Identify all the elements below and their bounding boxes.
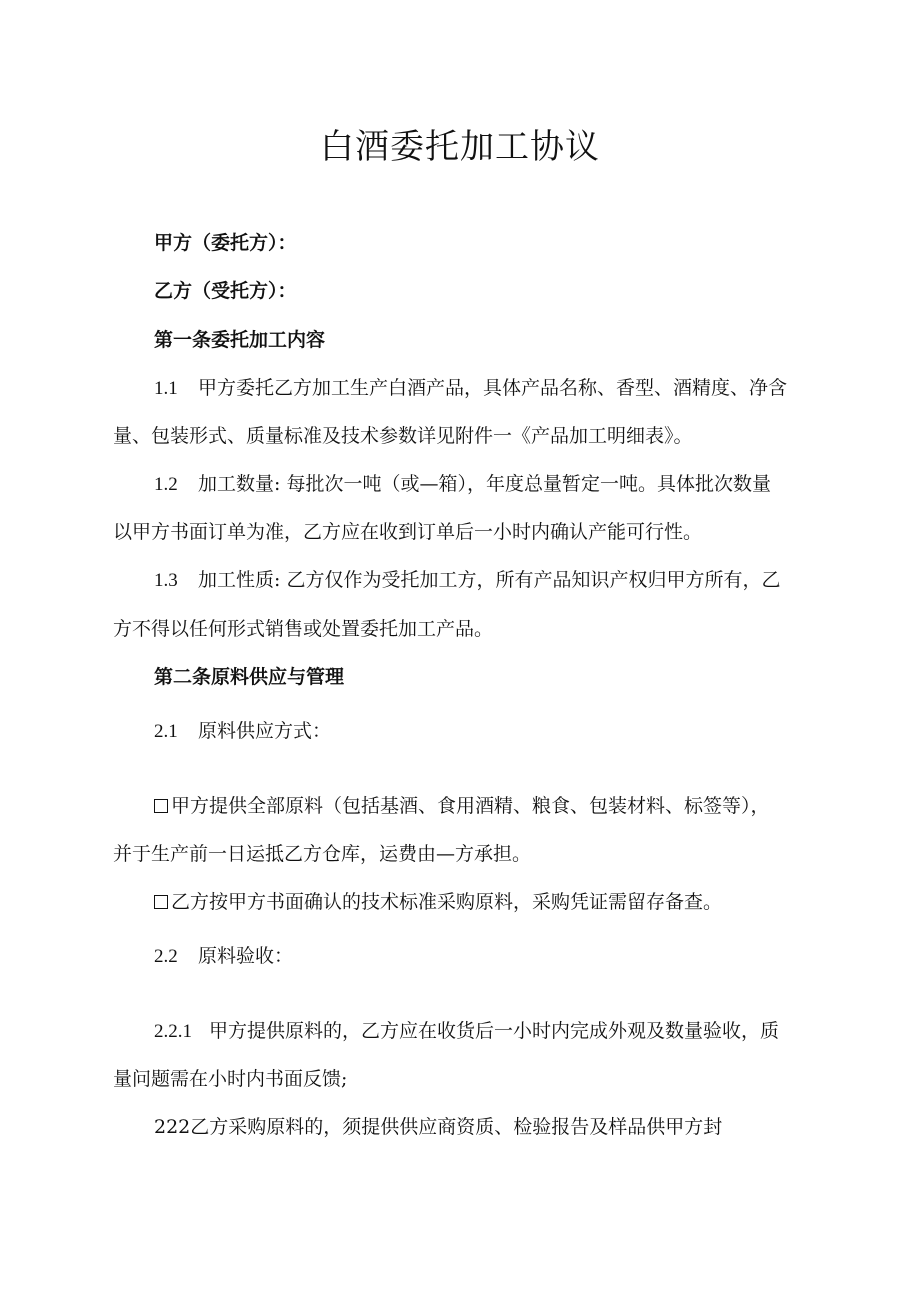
- clause-2-2-1-line-1: [154, 1017, 779, 1046]
- option-b-checkbox: [154, 895, 168, 909]
- clause-1-3-line-2: 方不得以任何形式销售或处置委托加工产品。: [113, 618, 494, 640]
- clause-2-1: [154, 717, 331, 746]
- clause-number: 2.2: [154, 946, 178, 967]
- clause-text: 原料验收：: [198, 945, 294, 967]
- clause-text: 甲方委托乙方加工生产白酒产品，具体产品名称、香型、酒精度、净含: [198, 377, 788, 399]
- clause-number: 1.3: [154, 570, 178, 591]
- clause-text: 甲方提供原料的，乙方应在收货后一小时内完成外观及数量验收，质: [209, 1020, 780, 1042]
- clause-1-2-line-2: 以甲方书面订单为准，乙方应在收到订单后一小时内确认产能可行性。: [113, 521, 703, 543]
- clause-text: 加工数量: 每批次一吨（或—箱），年度总量暂定一吨。具体批次数量: [198, 473, 771, 495]
- option-b-text: 乙方按甲方书面确认的技术标准采购原料，采购凭证需留存备查。: [171, 891, 723, 913]
- article-2-heading: 第二条原料供应与管理: [154, 666, 345, 688]
- clause-text: 原料供应方式：: [198, 720, 332, 742]
- option-b-line: [154, 888, 722, 916]
- clause-number: 2.2.1: [154, 1021, 192, 1042]
- clause-1-1-line-2: 量、包装形式、质量标准及技术参数详见附件一《产品加工明细表》。: [113, 425, 693, 447]
- clause-2-2: [154, 942, 293, 971]
- party-b-label: 乙方（受托方）：: [154, 280, 297, 302]
- clause-text: 加工性质: 乙方仅作为受托加工方，所有产品知识产权归甲方所有，乙: [198, 569, 781, 591]
- clause-2-2-2-line: 222乙方采购原料的，须提供供应商资质、检验报告及样品供甲方封: [154, 1116, 723, 1138]
- option-a-text: 甲方提供全部原料（包括基酒、食用酒精、粮食、包装材料、标签等），: [171, 795, 770, 817]
- document-title: 白酒委托加工协议: [320, 127, 600, 167]
- clause-1-1-line-1: [154, 374, 787, 403]
- clause-2-2-1-line-2: 量问题需在小时内书面反馈;: [113, 1068, 348, 1090]
- article-1-heading: 第一条委托加工内容: [154, 329, 326, 351]
- clause-number: 2.1: [154, 721, 178, 742]
- option-a-line-2: 并于生产前一日运抵乙方仓库，运费由—方承担。: [113, 843, 532, 865]
- clause-1-3-line-1: [154, 566, 780, 595]
- clause-number: 1.1: [154, 378, 178, 399]
- party-a-label: 甲方（委托方）：: [154, 232, 297, 254]
- clause-1-2-line-1: [154, 470, 771, 499]
- option-a-checkbox: [154, 799, 168, 813]
- clause-number: 1.2: [154, 474, 178, 495]
- option-a-line-1: [154, 792, 770, 820]
